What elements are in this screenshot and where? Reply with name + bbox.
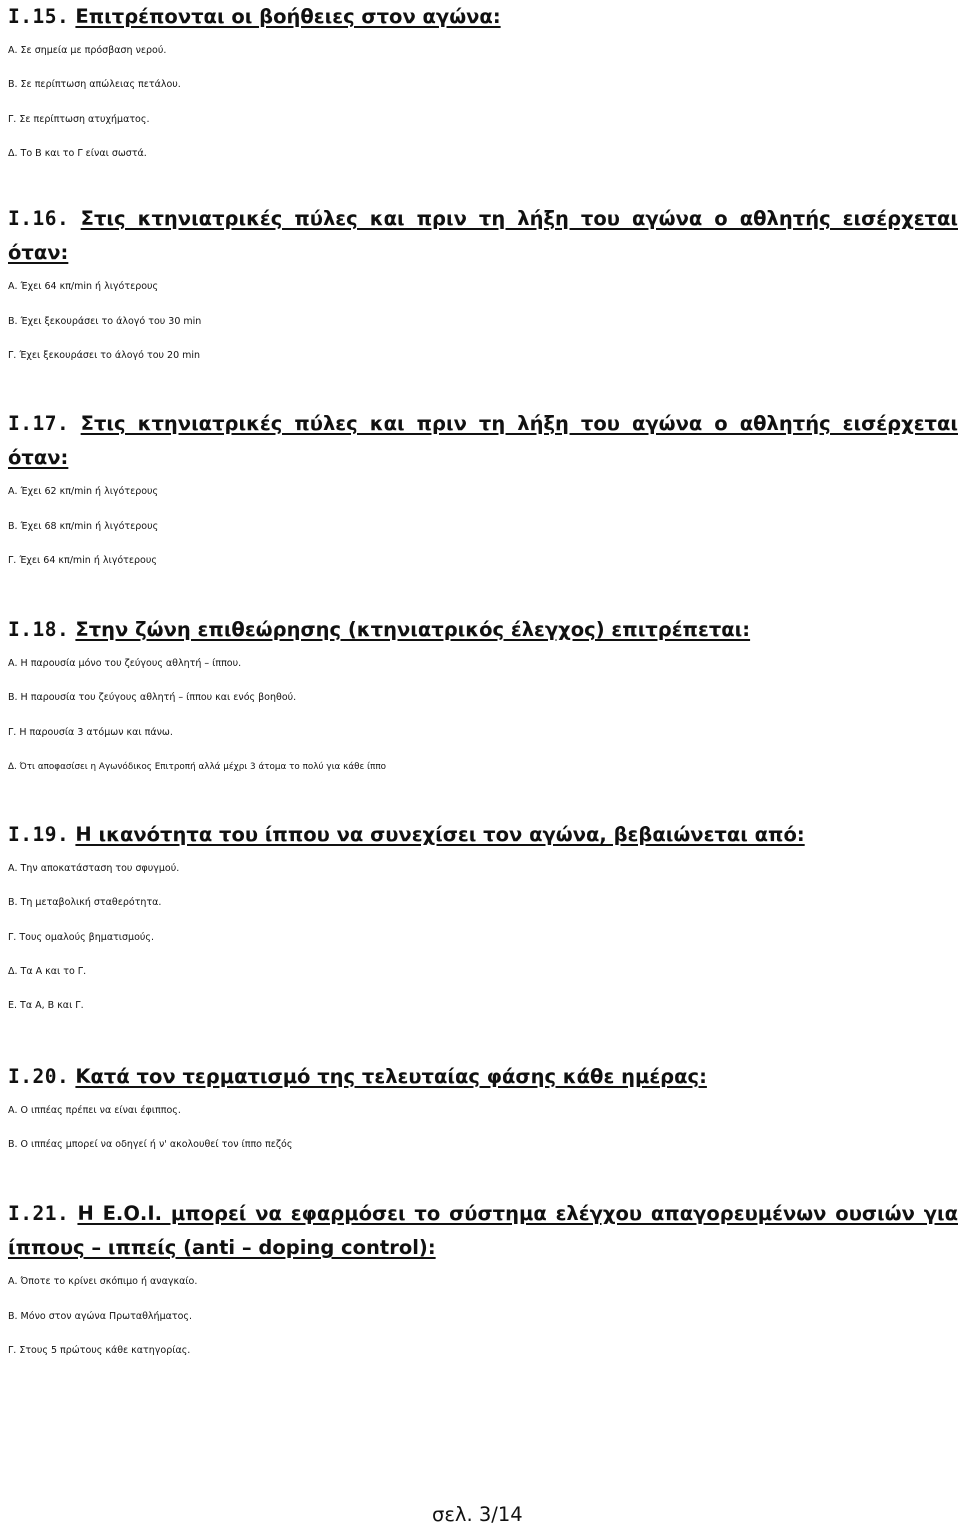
- option-d: Δ. Το Β και το Γ είναι σωστά.: [8, 147, 147, 159]
- option-c: Γ. Έχει 64 κπ/min ή λιγότερους: [8, 554, 157, 566]
- question-text: Κατά τον τερματισμό της τελευταίας φάσης κάθε ημέρας:: [75, 1065, 707, 1088]
- question-text: Η Ε.Ο.Ι. μπορεί να εφαρμόσει το σύστημα ελέγχου απαγορευμένων ουσιών για ίππους – ιππείς (anti – doping control):: [8, 1202, 958, 1260]
- option-a: Α. Έχει 62 κπ/min ή λιγότερους: [8, 486, 159, 498]
- question-i21: [8, 1197, 958, 1368]
- question-number: I.19.: [8, 823, 70, 846]
- option-b: Β. Η παρουσία του ζεύγους αθλητή – ίππου και ενός βοηθού.: [8, 692, 297, 704]
- question-text: Επιτρέπονται οι βοήθειες στον αγώνα:: [75, 5, 501, 28]
- question-heading: [8, 202, 958, 270]
- option-a: Α. Σε σημεία με πρόσβαση νερού.: [8, 45, 167, 57]
- option-b: Β. Έχει 68 κπ/min ή λιγότερους: [8, 520, 159, 532]
- option-d: Δ. Ότι αποφασίσει η Αγωνόδικος Επιτροπή αλλά μέχρι 3 άτομα το πολύ για κάθε ίππο: [8, 761, 387, 772]
- option-c: Γ. Η παρουσία 3 ατόμων και πάνω.: [8, 726, 173, 738]
- option-b: Β. Μόνο στον αγώνα Πρωταθλήματος.: [8, 1310, 193, 1322]
- question-text: Στις κτηνιατρικές πύλες και πριν τη λήξη του αγώνα ο αθλητής εισέρχεται όταν:: [8, 412, 958, 470]
- option-c: Γ. Έχει ξεκουράσει το άλογό του 20 min: [8, 349, 201, 361]
- option-c: Γ. Στους 5 πρώτους κάθε κατηγορίας.: [8, 1344, 191, 1356]
- question-heading: [8, 1060, 958, 1094]
- question-heading: [8, 1197, 958, 1265]
- option-c: Γ. Σε περίπτωση ατυχήματος.: [8, 113, 150, 125]
- question-text: Στην ζώνη επιθεώρησης (κτηνιατρικός έλεγχος) επιτρέπεται:: [75, 618, 751, 641]
- question-i19: [8, 818, 958, 1023]
- question-number: I.18.: [8, 618, 70, 641]
- option-a: Α. Η παρουσία μόνο του ζεύγους αθλητή – ίππου.: [8, 658, 242, 670]
- option-a: Α. Ο ιππέας πρέπει να είναι έφιππος.: [8, 1105, 181, 1117]
- question-i17: [8, 407, 958, 578]
- question-number: I.16.: [8, 207, 70, 230]
- option-e: Ε. Τα Α, Β και Γ.: [8, 999, 84, 1011]
- option-a: Α. Την αποκατάσταση του σφυγμού.: [8, 863, 180, 875]
- question-number: I.21.: [8, 1202, 70, 1225]
- question-number: I.15.: [8, 5, 70, 28]
- page-number: σελ. 3/14: [432, 1503, 523, 1526]
- option-b: Β. Ο ιππέας μπορεί να οδηγεί ή ν' ακολουθεί τον ίππο πεζός: [8, 1139, 293, 1151]
- option-d: Δ. Τα Α και το Γ.: [8, 965, 87, 977]
- question-i20: [8, 1060, 958, 1163]
- question-i18: [8, 613, 958, 784]
- question-number: I.17.: [8, 412, 70, 435]
- option-c: Γ. Τους ομαλούς βηματισμούς.: [8, 931, 154, 943]
- option-b: Β. Έχει ξεκουράσει το άλογό του 30 min: [8, 315, 202, 327]
- question-heading: [8, 407, 958, 475]
- question-heading: [8, 0, 958, 34]
- option-a: Α. Όποτε το κρίνει σκόπιμο ή αναγκαίο.: [8, 1276, 198, 1288]
- question-i15: [8, 0, 958, 171]
- question-heading: [8, 613, 958, 647]
- question-number: I.20.: [8, 1065, 70, 1088]
- question-text: Στις κτηνιατρικές πύλες και πριν τη λήξη του αγώνα ο αθλητής εισέρχεται όταν:: [8, 207, 958, 265]
- option-b: Β. Σε περίπτωση απώλειας πετάλου.: [8, 79, 181, 91]
- question-text: Η ικανότητα του ίππου να συνεχίσει τον αγώνα, βεβαιώνεται από:: [75, 823, 805, 846]
- question-i16: [8, 202, 958, 373]
- option-a: Α. Έχει 64 κπ/min ή λιγότερους: [8, 281, 159, 293]
- question-heading: [8, 818, 958, 852]
- option-b: Β. Τη μεταβολική σταθερότητα.: [8, 897, 162, 909]
